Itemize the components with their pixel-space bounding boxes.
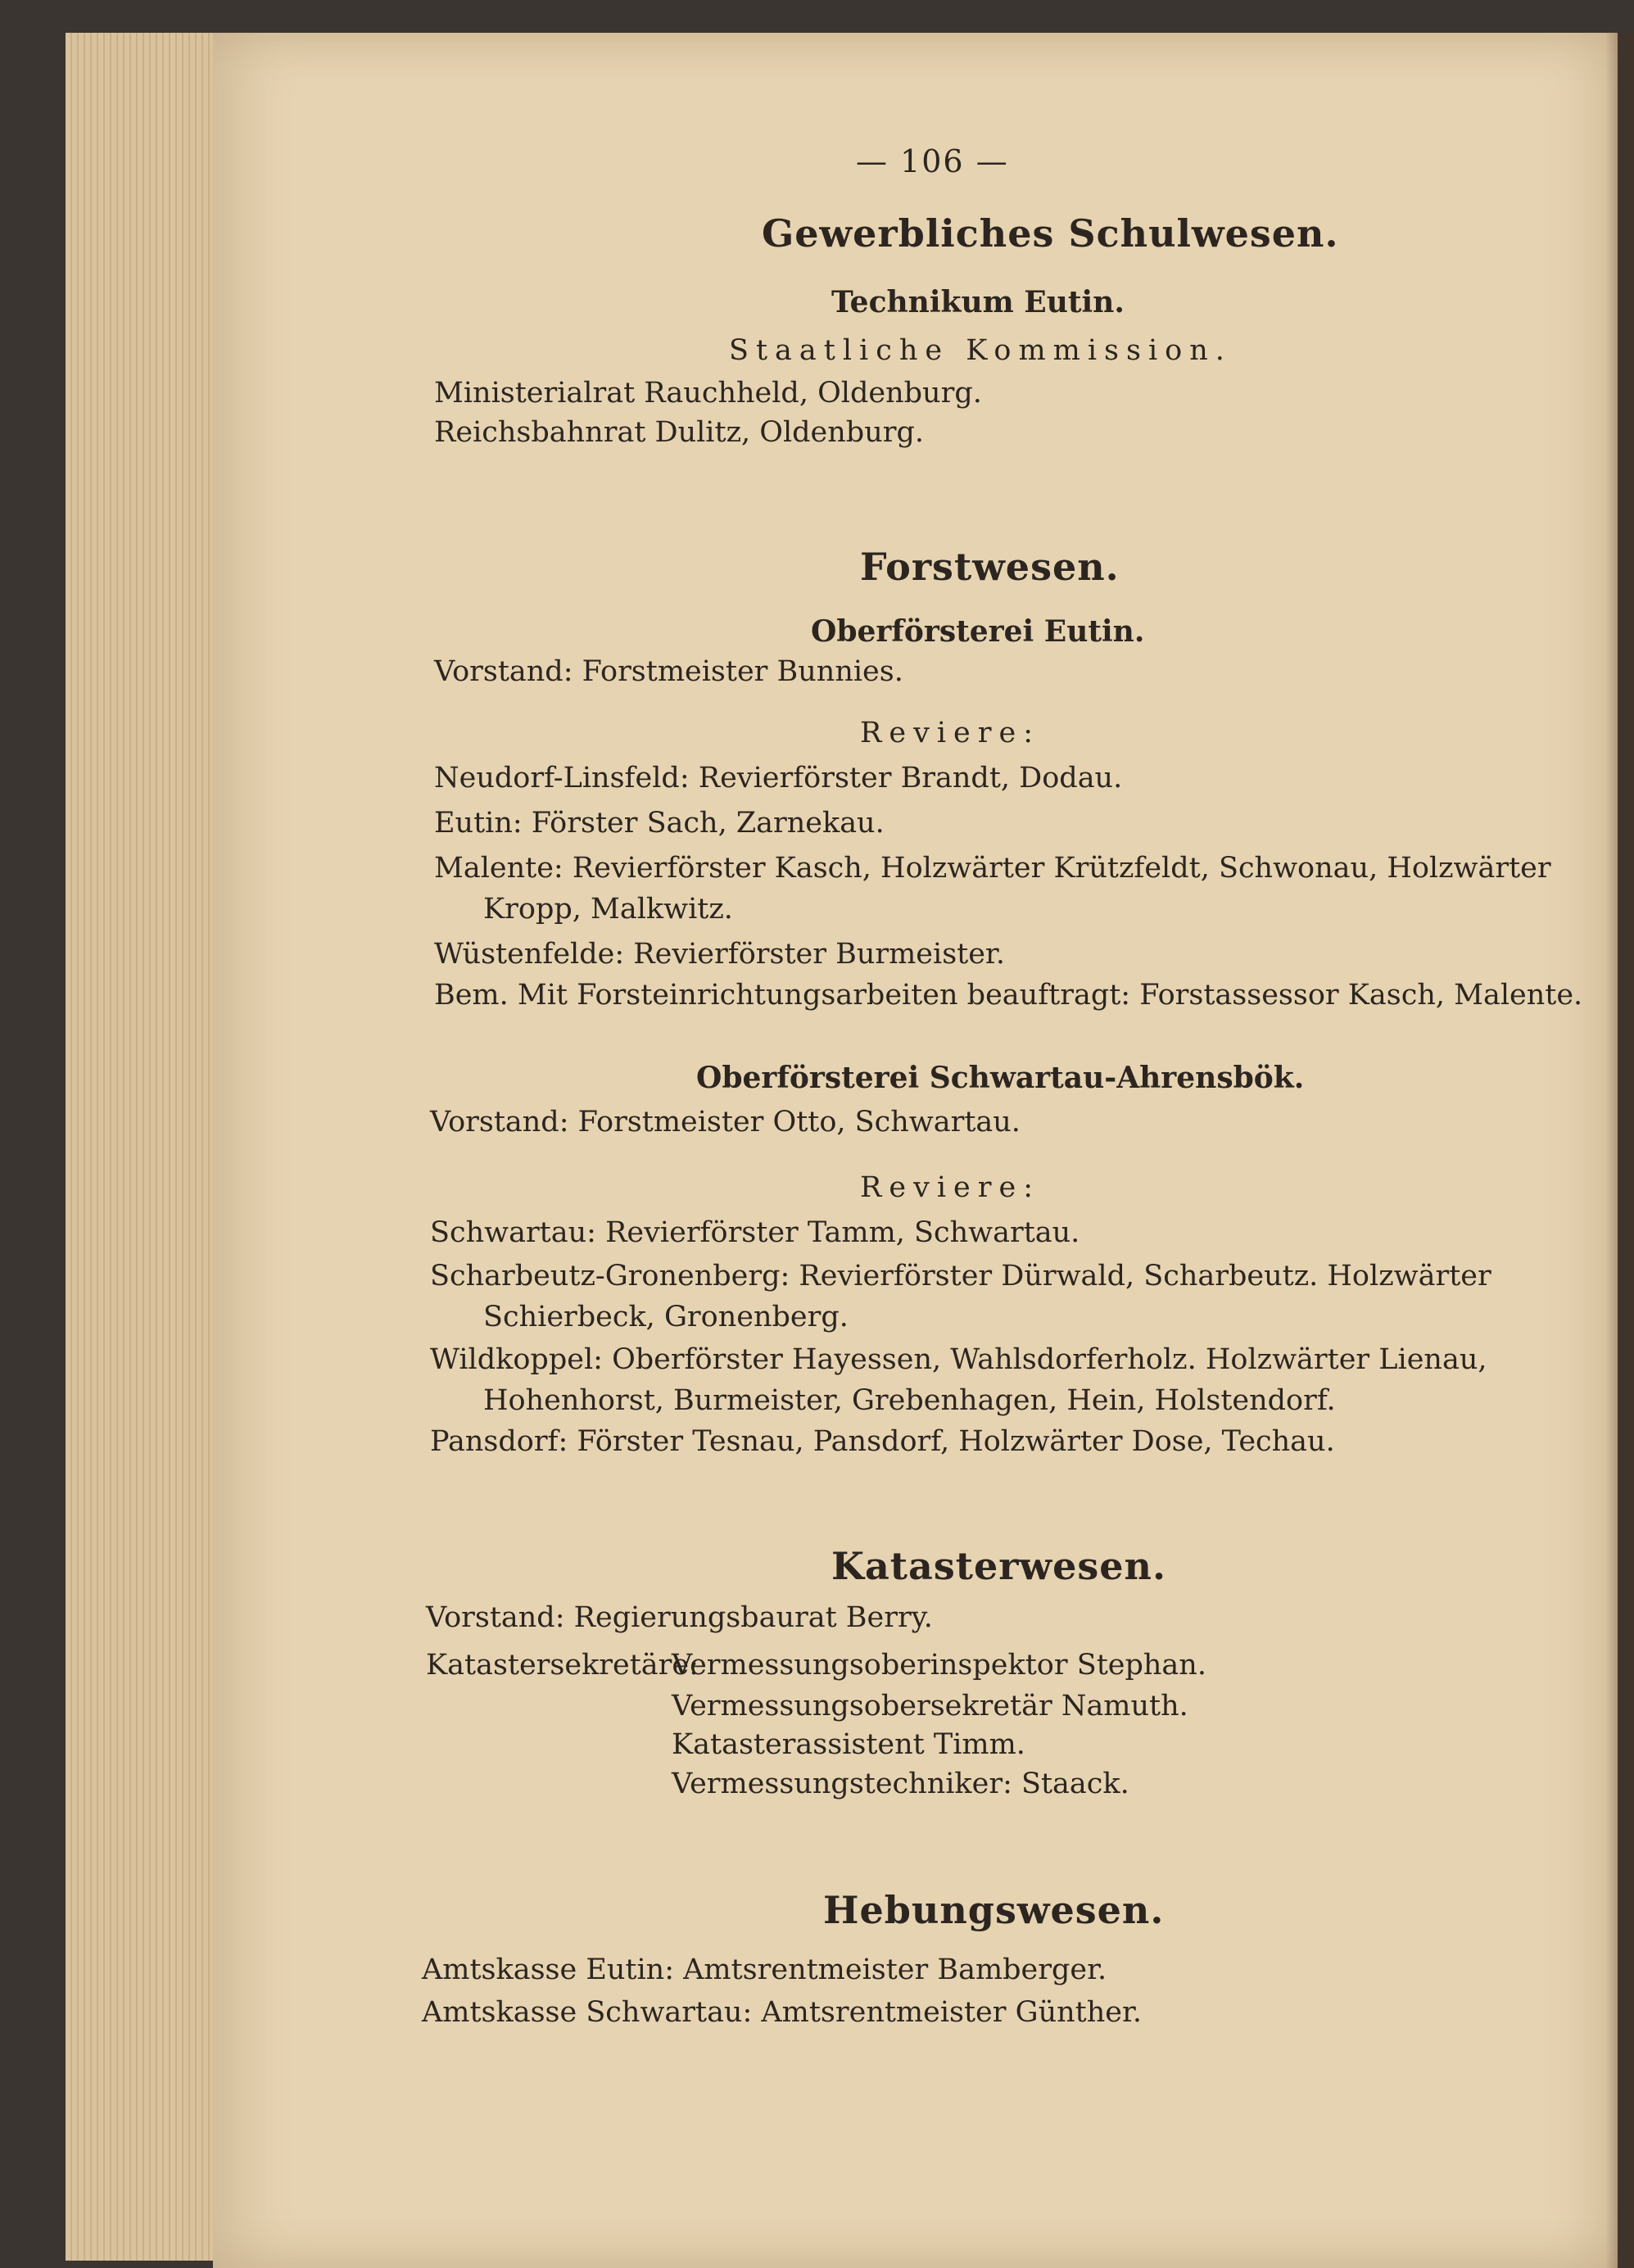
schwartau-vorstand: Vorstand: Forstmeister Otto, Schwartau. xyxy=(430,1106,1021,1139)
subsection-title-technikum: Technikum Eutin. xyxy=(831,285,1125,319)
schwartau-reviere-heading: Reviere: xyxy=(860,1171,1040,1204)
eutin-line: Malente: Revierförster Kasch, Holzwärter Krützfeldt, Schwonau, Holzwärter xyxy=(434,852,1551,885)
book-page xyxy=(213,33,1618,2268)
commission-heading: Staatliche Kommission. xyxy=(729,334,1232,367)
schwartau-line: Wildkoppel: Oberförster Hayessen, Wahlsdorferholz. Holzwärter Lienau, xyxy=(430,1343,1487,1376)
page-stack-edge xyxy=(66,33,229,2261)
schwartau-line: Hohenhorst, Burmeister, Grebenhagen, Hein, Holstendorf. xyxy=(483,1384,1336,1417)
subsection-title-schwartau: Oberförsterei Schwartau-Ahrensbök. xyxy=(696,1061,1305,1095)
kataster-sekretaer: Vermessungsobersekretär Namuth. xyxy=(672,1690,1188,1723)
hebung-line: Amtskasse Eutin: Amtsrentmeister Bamberger. xyxy=(422,1953,1107,1986)
kataster-sekretaer: Katasterassistent Timm. xyxy=(672,1728,1025,1761)
subsection-title-eutin: Oberförsterei Eutin. xyxy=(811,614,1145,649)
kataster-vorstand: Vorstand: Regierungsbaurat Berry. xyxy=(426,1601,933,1634)
kataster-sekretaer: Vermessungsoberinspektor Stephan. xyxy=(672,1649,1206,1682)
eutin-line: Eutin: Förster Sach, Zarnekau. xyxy=(434,807,885,840)
gewerbliches-line: Reichsbahnrat Dulitz, Oldenburg. xyxy=(434,416,925,449)
eutin-reviere-heading: Reviere: xyxy=(860,717,1040,749)
eutin-line: Neudorf-Linsfeld: Revierförster Brandt, Dodau. xyxy=(434,762,1123,794)
section-title-forstwesen: Forstwesen. xyxy=(860,545,1120,589)
schwartau-line: Scharbeutz-Gronenberg: Revierförster Dürwald, Scharbeutz. Holzwärter xyxy=(430,1260,1491,1292)
kataster-sekretaere-label: Katastersekretäre: xyxy=(426,1649,699,1682)
gewerbliches-line: Ministerialrat Rauchheld, Oldenburg. xyxy=(434,377,982,410)
eutin-line: Kropp, Malkwitz. xyxy=(483,893,733,926)
page-gutter-shadow xyxy=(1605,33,1634,2268)
section-title-hebung: Hebungswesen. xyxy=(823,1888,1165,1932)
page-number: — 106 — xyxy=(856,143,1009,179)
section-title-kataster: Katasterwesen. xyxy=(831,1544,1166,1588)
kataster-sekretaer: Vermessungstechniker: Staack. xyxy=(672,1768,1129,1800)
schwartau-line: Schwartau: Revierförster Tamm, Schwartau. xyxy=(430,1216,1080,1249)
eutin-line: Wüstenfelde: Revierförster Burmeister. xyxy=(434,938,1005,971)
hebung-line: Amtskasse Schwartau: Amtsrentmeister Günther. xyxy=(422,1996,1142,2029)
eutin-vorstand: Vorstand: Forstmeister Bunnies. xyxy=(434,655,903,688)
section-title-gewerbliches: Gewerbliches Schulwesen. xyxy=(762,211,1339,256)
schwartau-line: Schierbeck, Gronenberg. xyxy=(483,1301,849,1333)
schwartau-line: Pansdorf: Förster Tesnau, Pansdorf, Holzwärter Dose, Techau. xyxy=(430,1425,1335,1458)
eutin-line: Bem. Mit Forsteinrichtungsarbeiten beauftragt: Forstassessor Kasch, Malente. xyxy=(434,979,1583,1012)
